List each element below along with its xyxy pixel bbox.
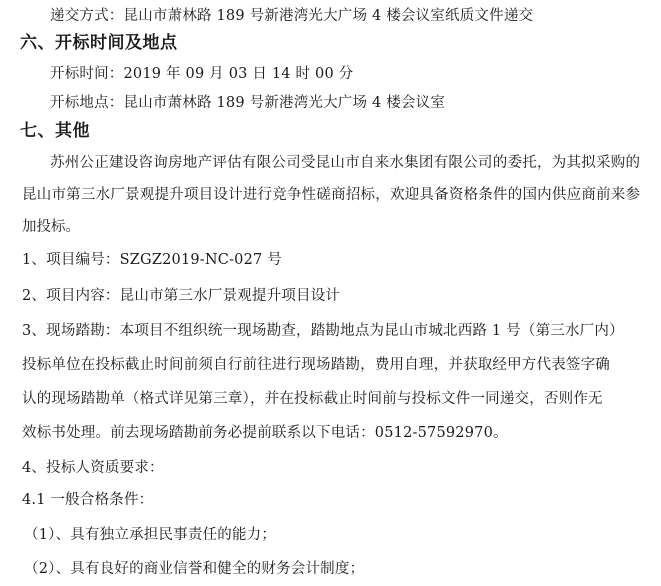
opening-location-text: 开标地点：昆山市萧林路 189 号新港湾光大广场 4 楼会议室 <box>50 95 446 111</box>
item-bidder-qualifications: 4、投标人资质要求： <box>22 460 164 476</box>
item-general-conditions: 4.1 一般合格条件： <box>22 492 154 508</box>
item-site-survey-line-3: 认的现场踏勘单（格式详见第三章），并在投标截止时间前与投标文件一同递交，否则作无 <box>22 391 603 407</box>
section-7-heading: 七、其他 <box>20 121 90 141</box>
item-site-survey-line-1: 3、现场踏勘：本项目不组织统一现场勘查，踏勘地点为昆山市城北西路 1 号（第三水厂内） <box>22 323 624 339</box>
delivery-method-text: 递交方式：昆山市萧林路 189 号新港湾光大广场 4 楼会议室纸质文件递交 <box>50 8 534 24</box>
item-site-survey-line-2: 投标单位在投标截止时间前须自行前往进行现场踏勘，费用自理，并获取经甲方代表签字确 <box>22 357 610 373</box>
section-6-heading: 六、开标时间及地点 <box>20 33 178 53</box>
opening-time-text: 开标时间：2019 年 09 月 03 日 14 时 00 分 <box>50 66 354 82</box>
item-project-content: 2、项目内容：昆山市第三水厂景观提升项目设计 <box>22 288 341 304</box>
item-project-number: 1、项目编号：SZGZ2019-NC-027 号 <box>22 252 282 268</box>
intro-paragraph: 苏州公正建设咨询房地产评估有限公司受昆山市自来水集团有限公司的委托，为其拟采购的昆山市第三水厂景观提升项目设计进行竞争性磋商招标，欢迎具备资格条件的国内供应商前来参加投标。 <box>22 155 640 235</box>
condition-1: （1）、具有独立承担民事责任的能力； <box>24 527 277 543</box>
condition-2: （2）、具有良好的商业信誉和健全的财务会计制度； <box>24 561 365 577</box>
item-site-survey-line-4: 效标书处理。前去现场踏勘前务必提前联系以下电话：0512-57592970。 <box>22 425 508 441</box>
